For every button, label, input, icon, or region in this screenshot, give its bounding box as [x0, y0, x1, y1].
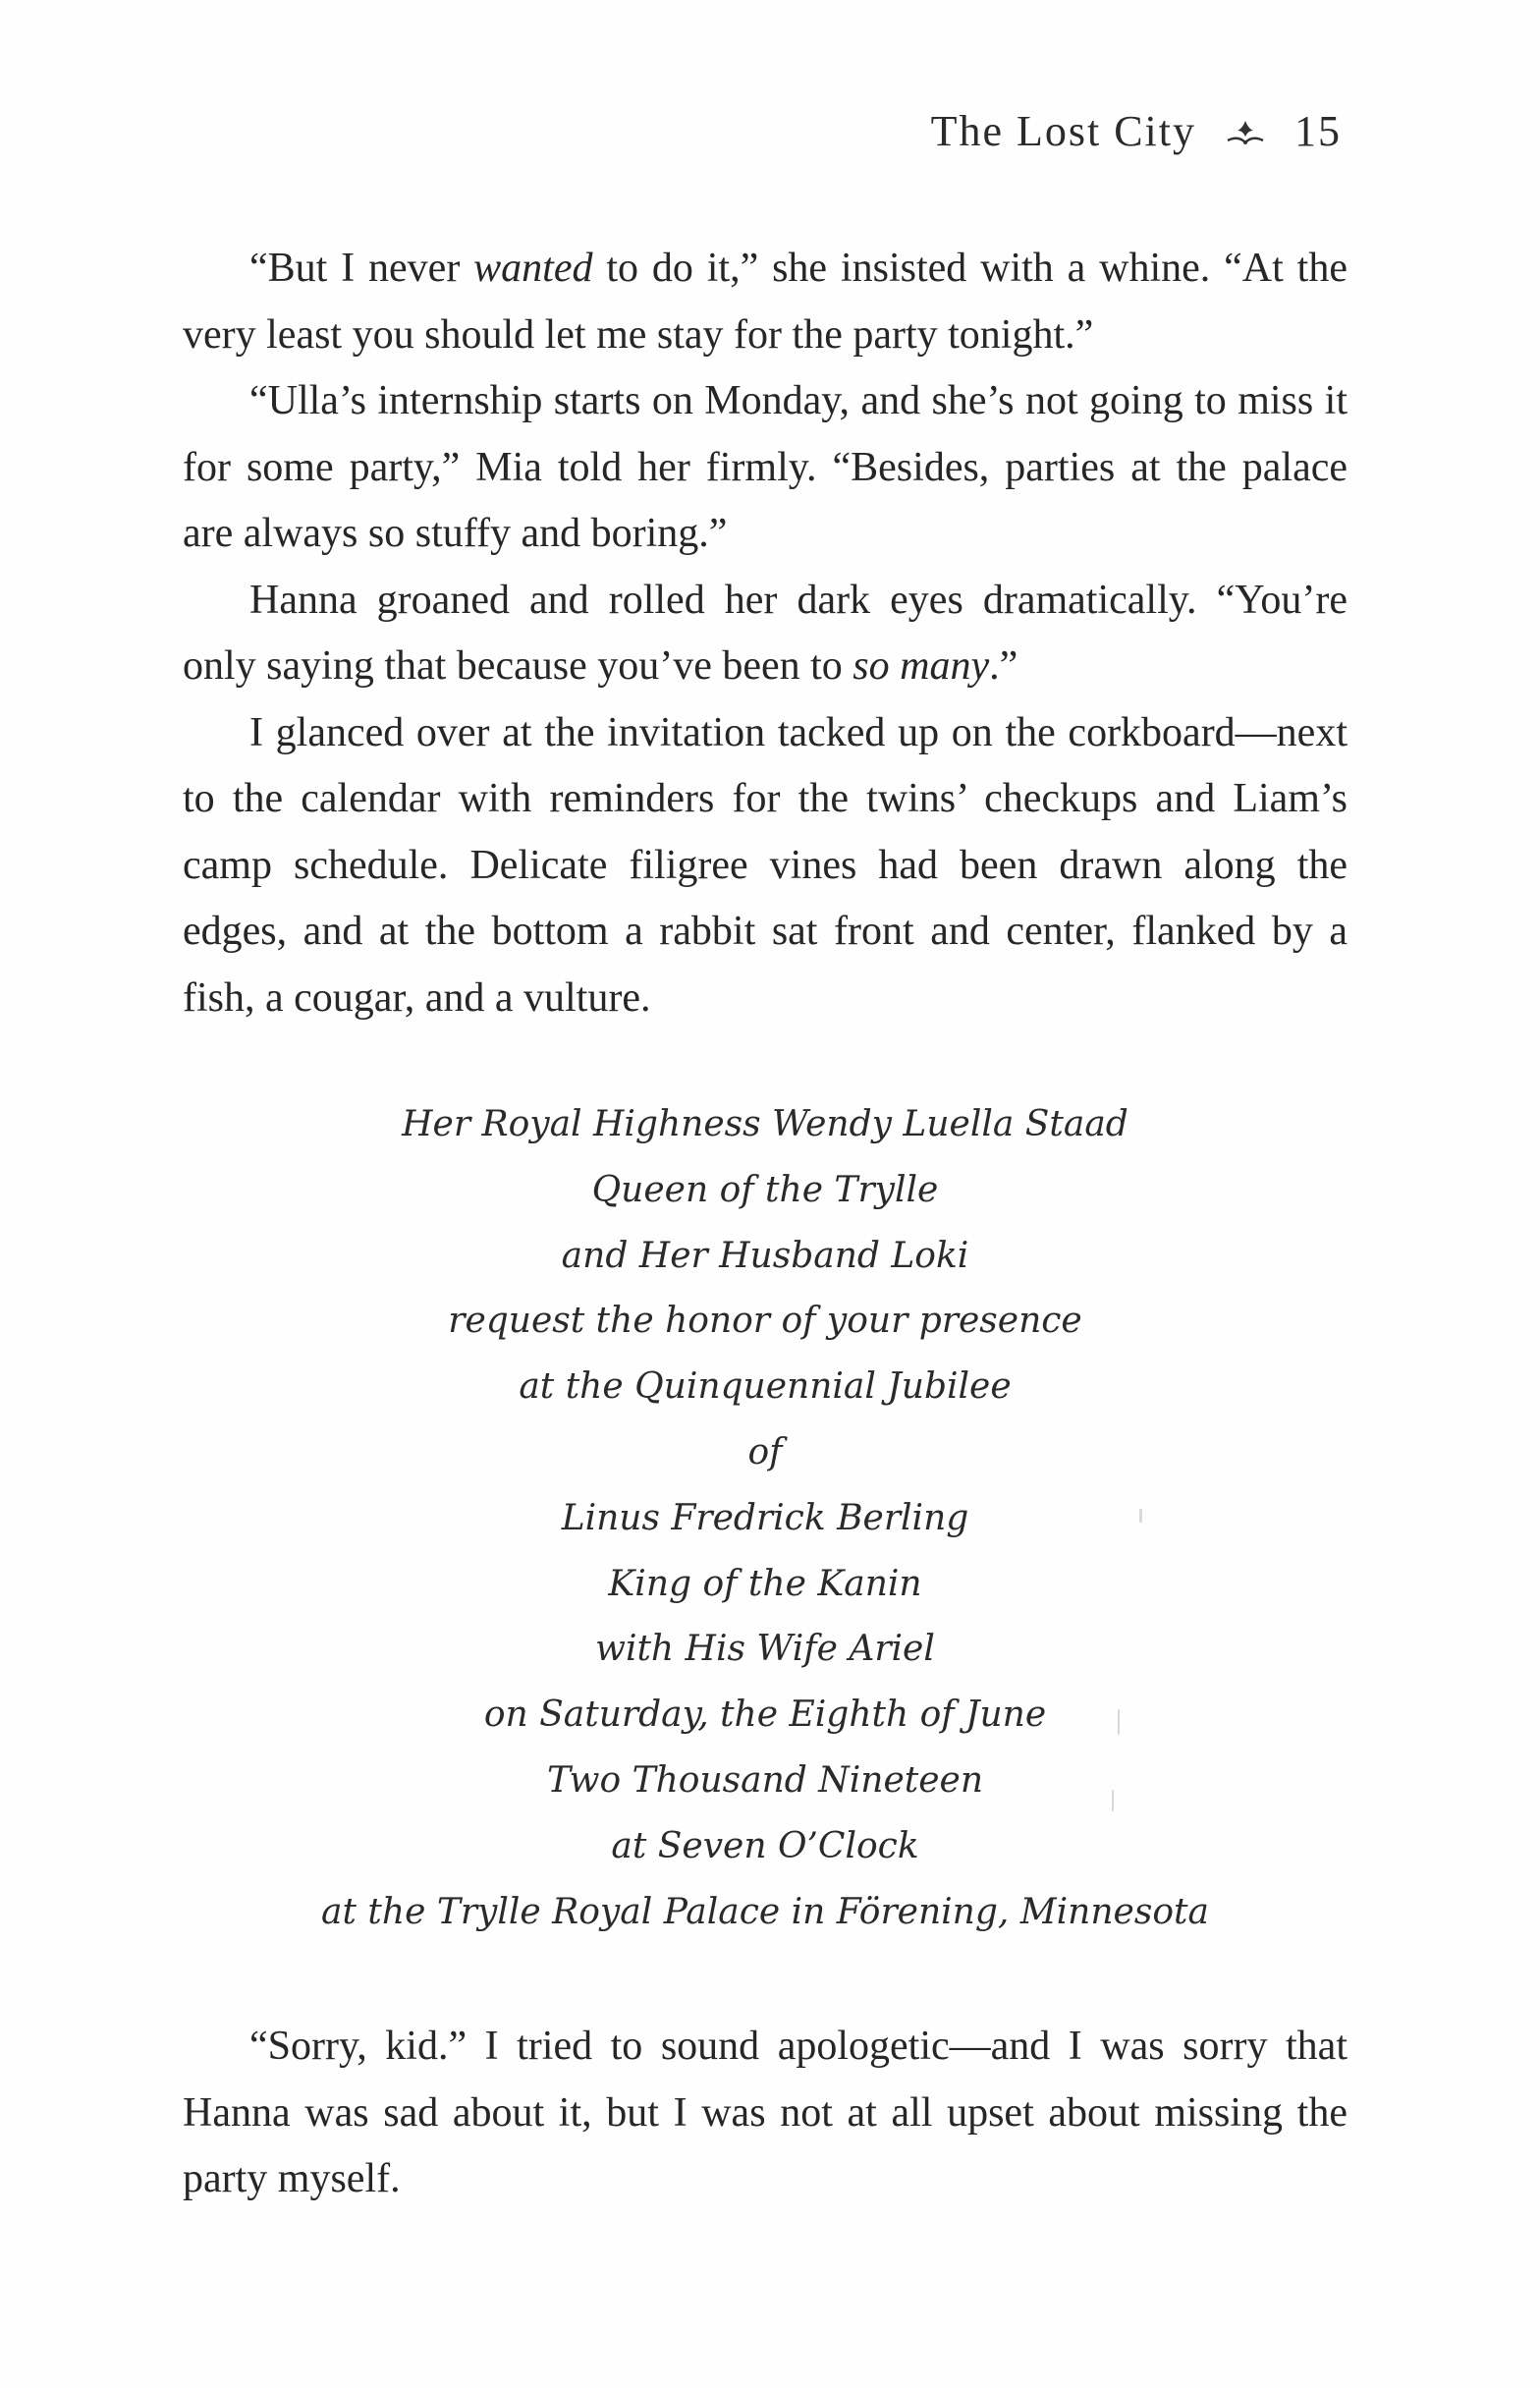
running-title: The Lost City	[930, 107, 1196, 155]
invitation-text	[183, 1092, 1348, 1945]
running-head	[931, 106, 1342, 156]
invitation-line: King of the Kanin	[608, 1563, 922, 1604]
text-run: “Ulla’s internship starts on Monday, and she’s not going to miss it for some party,” Mia told her firmly. “Besides, parties at the palace are always so stuffy and boring.”	[183, 378, 1348, 556]
invitation-line: at the Quinquennial Jubilee	[519, 1366, 1012, 1408]
text-run: “Sorry, kid.” I tried to sound apologetic—and I was sorry that Hanna was sad about it, but I was not at all upset about missing the party myself.	[183, 2024, 1348, 2201]
invitation-line: Her Royal Highness Wendy Luella Staad	[402, 1104, 1128, 1144]
text-run: .”	[989, 643, 1018, 689]
invitation-line: Linus Fredrick Berling	[561, 1497, 969, 1538]
invitation-line: at Seven O’Clock	[611, 1825, 919, 1866]
invitation-line: with His Wife Ariel	[595, 1629, 935, 1670]
text-run: “But I never	[249, 246, 474, 291]
paragraph-1	[183, 2014, 1348, 2213]
scan-speck	[1139, 1509, 1142, 1523]
text-run: Hanna groaned and rolled her dark eyes dramatically. “You’re only saying that because you’ve been to	[183, 577, 1348, 689]
italic-emphasis: so many	[852, 643, 990, 689]
scan-speck	[1118, 1709, 1120, 1735]
fleuron-ornament-icon	[1224, 117, 1267, 146]
invitation-line: of	[747, 1431, 783, 1472]
paragraph-4	[183, 700, 1348, 1032]
italic-emphasis: wanted	[473, 246, 593, 291]
body-text-bottom	[183, 2014, 1348, 2213]
invitation-line: Two Thousand Nineteen	[546, 1759, 984, 1801]
invitation-line: Queen of the Trylle	[591, 1169, 939, 1210]
scan-speck	[1112, 1790, 1114, 1811]
invitation-line: and Her Husband Loki	[561, 1235, 969, 1276]
paragraph-3	[183, 568, 1348, 700]
text-run: to do it,” she insisted with a whine. “At the very least you should let me stay for the party tonight.”	[183, 246, 1348, 358]
invitation-line: at the Trylle Royal Palace in Förening, Minnesota	[321, 1891, 1209, 1932]
body-text-top	[183, 236, 1348, 1031]
paragraph-2	[183, 368, 1348, 568]
invitation-line: request the honor of your presence	[448, 1301, 1082, 1342]
invitation-line: on Saturday, the Eighth of June	[483, 1694, 1047, 1736]
page-number: 15	[1294, 107, 1342, 155]
text-run: I glanced over at the invitation tacked up on the corkboard—next to the calendar with reminders for the twins’ checkups and Liam’s camp schedule. Delicate filigree vines had been drawn along the edges, and at the bottom a rabbit sat front and center, flanked by a fish, a cougar, and a vulture.	[183, 709, 1348, 1021]
paragraph-1	[183, 236, 1348, 368]
